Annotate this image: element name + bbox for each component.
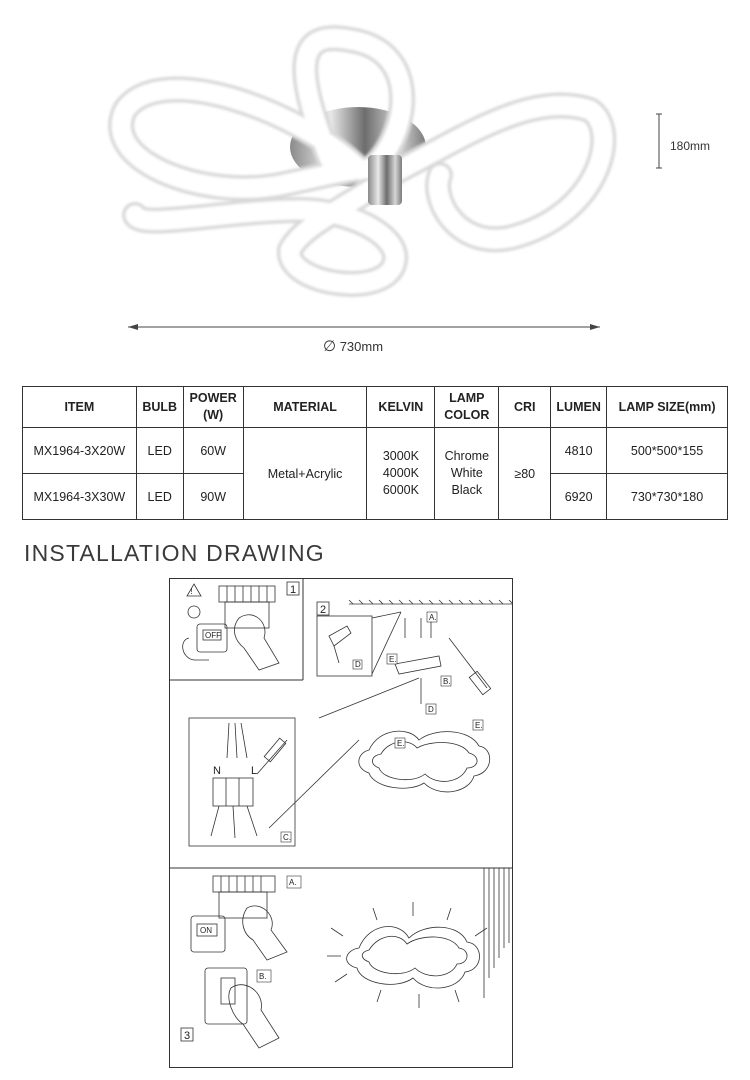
header-power-line1: POWER [189, 391, 237, 405]
diameter-value: 730mm [339, 339, 384, 354]
cell-lamp-size: 500*500*155 [607, 428, 728, 474]
chrome-connector [368, 155, 402, 205]
header-lamp-color-line2: COLOR [444, 408, 490, 422]
cell-bulb: LED [136, 474, 183, 520]
installation-drawing [169, 578, 513, 1068]
product-image [0, 0, 750, 370]
header-kelvin: KELVIN [367, 387, 435, 428]
height-label: 180mm [670, 139, 711, 153]
header-bulb: BULB [136, 387, 183, 428]
lamp-color-value: Black [451, 483, 483, 497]
header-power [183, 387, 243, 428]
cell-power: 90W [183, 474, 243, 520]
header-lamp-color-line1: LAMP [449, 391, 485, 405]
diameter-dimension [128, 324, 600, 330]
cell-power: 60W [183, 428, 243, 474]
cell-lamp-color [435, 428, 499, 520]
header-power-line2: (W) [203, 408, 224, 422]
off-label: OFF [205, 631, 221, 640]
kelvin-value: 6000K [382, 483, 419, 497]
table-header-row [23, 387, 728, 428]
diameter-symbol: ∅ [323, 338, 337, 355]
cell-lamp-size: 730*730*180 [607, 474, 728, 520]
diameter-label [323, 337, 383, 355]
acrylic-loops [121, 38, 603, 284]
tag-d-drill: D [355, 660, 361, 669]
wire-n-label: N [213, 765, 221, 777]
header-item: ITEM [23, 387, 137, 428]
tag-c: C. [283, 833, 291, 842]
lamp-color-value: White [450, 466, 483, 480]
cell-cri: ≥80 [499, 428, 551, 520]
wire-l-label: L [251, 765, 258, 777]
cell-lumen: 4810 [551, 428, 607, 474]
header-lamp-size: LAMP SIZE(mm) [607, 387, 728, 428]
height-dimension [656, 114, 662, 168]
header-material: MATERIAL [243, 387, 367, 428]
cell-lumen: 6920 [551, 474, 607, 520]
svg-text:!: ! [190, 587, 193, 596]
step3-number: 3 [184, 1030, 191, 1042]
tag-a-step3: A. [289, 878, 297, 887]
tag-b-step3: B. [259, 972, 267, 981]
spec-table [22, 386, 728, 520]
tag-e3-step2: E. [397, 739, 405, 748]
kelvin-value: 3000K [382, 449, 419, 463]
header-lumen: LUMEN [551, 387, 607, 428]
tag-a-step2: A. [429, 613, 437, 622]
on-label: ON [200, 926, 212, 935]
tag-e2-step2: E. [475, 721, 483, 730]
cell-bulb: LED [136, 428, 183, 474]
table-row [23, 428, 728, 474]
cell-item: MX1964-3X30W [23, 474, 137, 520]
tag-e-step2: E. [389, 655, 397, 664]
step1-number: 1 [290, 584, 297, 596]
tag-b-step2: B. [443, 677, 451, 686]
cell-material: Metal+Acrylic [243, 428, 367, 520]
kelvin-value: 4000K [382, 466, 419, 480]
lamp-color-value: Chrome [444, 449, 490, 463]
section-title: INSTALLATION DRAWING [24, 540, 325, 566]
cell-item: MX1964-3X20W [23, 428, 137, 474]
header-cri: CRI [499, 387, 551, 428]
tag-d-step2: D [428, 705, 434, 714]
step2-number: 2 [320, 604, 327, 616]
cell-kelvin [367, 428, 435, 520]
header-lamp-color [435, 387, 499, 428]
